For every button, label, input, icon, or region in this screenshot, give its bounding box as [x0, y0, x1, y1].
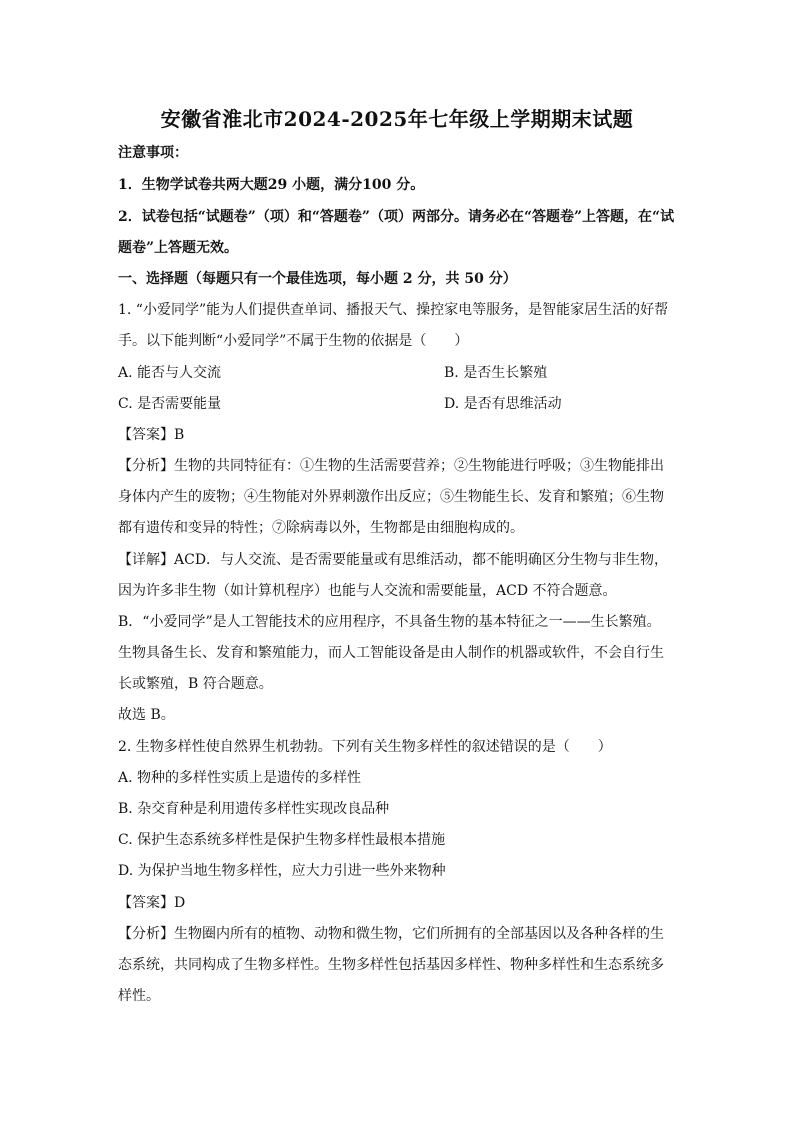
q1-detail-line-4: 生物具备生长、发育和繁殖能力，而人工智能设备是由人制作的机器或软件，不会自行生 — [118, 645, 664, 661]
q1-option-c: C. 是否需要能量 — [118, 396, 222, 412]
q2-analysis-line-3: 样性。 — [118, 988, 160, 1004]
q2-analysis-line-2: 态系统，共同构成了生物多样性。生物多样性包括基因多样性、物种多样性和生态系统多 — [118, 957, 664, 973]
q1-detail-line-1: 【详解】ACD．与人交流、是否需要能量或有思维活动，都不能明确区分生物与非生物， — [118, 552, 669, 568]
q1-stem-line-1: 1. “小爱同学”能为人们提供查单词、播报天气、操控家电等服务，是智能家居生活的好帮 — [118, 302, 669, 318]
q2-option-a: A. 物种的多样性实质上是遗传的多样性 — [118, 770, 362, 786]
q1-detail-line-3: B．“小爱同学”是人工智能技术的应用程序，不具备生物的基本特征之一——生长繁殖。 — [118, 614, 661, 630]
q1-option-a: A. 能否与人交流 — [118, 365, 222, 381]
section-heading: 一、选择题（每题只有一个最佳选项，每小题 2 分，共 50 分） — [118, 271, 517, 287]
notice-item-2-line-1: 2．试卷包括“试题卷”（项）和“答题卷”（项）两部分。请务必在“答题卷”上答题，在“试 — [118, 209, 675, 225]
notice-item-1: 1．生物学试卷共两大题29 小题，满分100 分。 — [118, 177, 425, 193]
q1-analysis-line-2: 身体内产生的废物；④生物能对外界刺激作出反应；⑤生物能生长、发育和繁殖；⑥生物 — [118, 489, 664, 505]
q1-conclusion: 故选 B。 — [118, 707, 175, 723]
q1-stem-line-2: 手。以下能判断“小爱同学”不属于生物的依据是（ ） — [118, 333, 469, 349]
q1-analysis-line-1: 【分析】生物的共同特征有：①生物的生活需要营养；②生物能进行呼吸；③生物能排出 — [118, 458, 664, 474]
q1-option-b: B. 是否生长繁殖 — [444, 365, 548, 381]
notice-item-2-line-2: 题卷”上答题无效。 — [118, 240, 239, 256]
q1-analysis-line-3: 都有遗传和变异的特性；⑦除病毒以外，生物都是由细胞构成的。 — [118, 520, 524, 536]
q2-answer: 【答案】D — [118, 895, 186, 911]
q2-stem: 2. 生物多样性使自然界生机勃勃。下列有关生物多样性的叙述错误的是（ ） — [118, 739, 612, 755]
q2-analysis-line-1: 【分析】生物圈内所有的植物、动物和微生物，它们所拥有的全部基因以及各种各样的生 — [118, 926, 664, 942]
q1-option-d: D. 是否有思维活动 — [444, 396, 562, 412]
q1-detail-line-5: 长或繁殖，B 符合题意。 — [118, 676, 273, 692]
q1-answer: 【答案】B — [118, 427, 185, 443]
q1-detail-line-2: 因为许多非生物（如计算机程序）也能与人交流和需要能量，ACD 不符合题意。 — [118, 583, 617, 599]
q2-option-d: D. 为保护当地生物多样性，应大力引进一些外来物种 — [118, 863, 446, 879]
q2-option-c: C. 保护生态系统多样性是保护生物多样性最根本措施 — [118, 832, 446, 848]
page-title: 安徽省淮北市2024-2025年七年级上学期期末试题 — [160, 107, 634, 131]
notice-heading: 注意事项： — [118, 145, 188, 161]
q2-option-b: B. 杂交育种是利用遗传多样性实现改良品种 — [118, 801, 390, 817]
